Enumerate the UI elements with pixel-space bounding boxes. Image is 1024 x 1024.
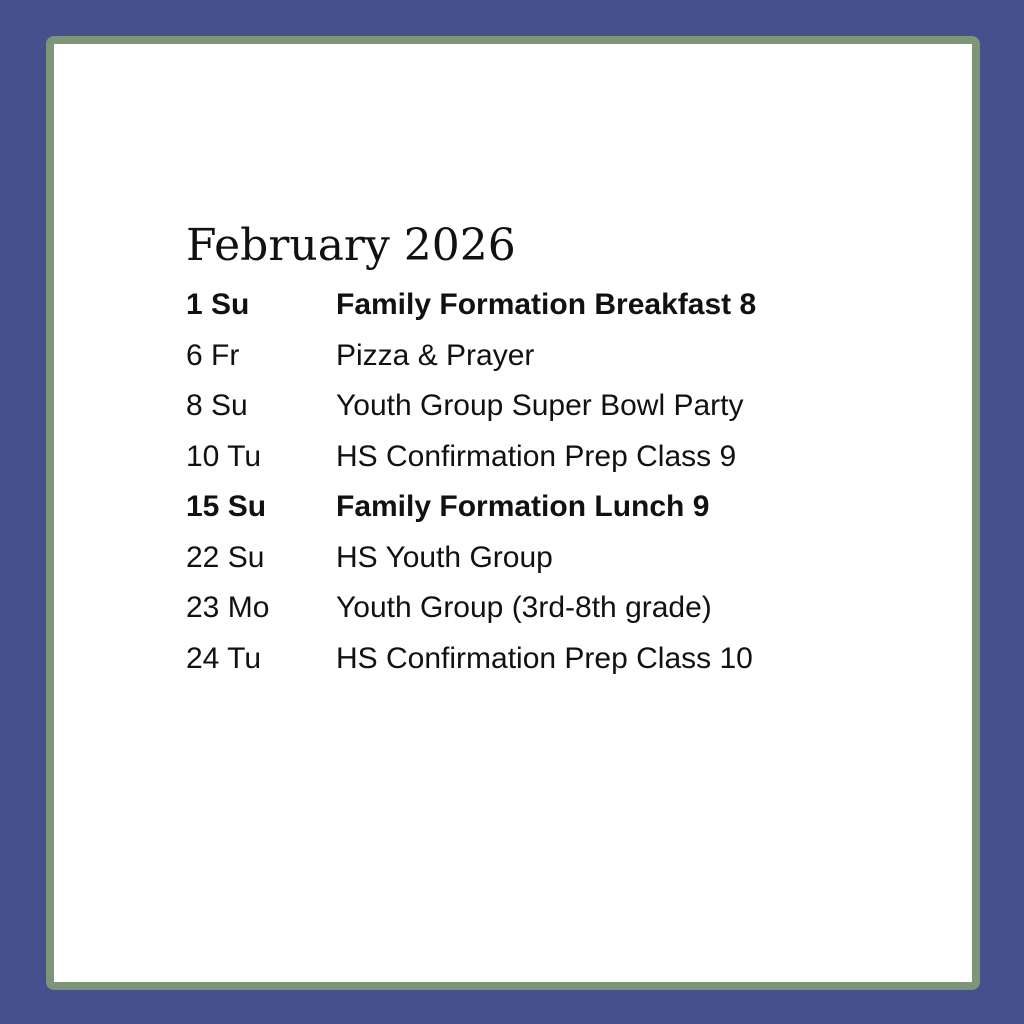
event-date: 6 Fr: [186, 338, 240, 372]
event-name: HS Confirmation Prep Class 10: [336, 641, 753, 675]
calendar-title: February 2026: [186, 220, 516, 271]
event-name: Family Formation Breakfast 8: [336, 288, 757, 322]
event-name: Youth Group (3rd-8th grade): [336, 591, 712, 625]
event-name: Pizza & Prayer: [336, 338, 535, 372]
event-name: Youth Group Super Bowl Party: [336, 389, 744, 423]
event-row: [186, 381, 756, 432]
event-row: [186, 432, 756, 483]
event-date: 23 Mo: [186, 591, 270, 625]
event-date: 15 Su: [186, 490, 267, 524]
event-date: 22 Su: [186, 540, 265, 574]
event-row: [186, 533, 756, 584]
event-list: [186, 280, 756, 684]
event-date: 1 Su: [186, 288, 250, 322]
event-name: HS Confirmation Prep Class 9: [336, 439, 737, 473]
event-row: [186, 482, 756, 533]
event-date: 10 Tu: [186, 439, 262, 473]
event-name: Family Formation Lunch 9: [336, 490, 710, 524]
calendar-card: [46, 36, 980, 990]
event-date: 24 Tu: [186, 641, 262, 675]
event-date: 8 Su: [186, 389, 248, 423]
event-row: [186, 634, 756, 685]
event-row: [186, 331, 756, 382]
event-name: HS Youth Group: [336, 540, 553, 574]
event-row: [186, 583, 756, 634]
event-row: [186, 280, 756, 331]
